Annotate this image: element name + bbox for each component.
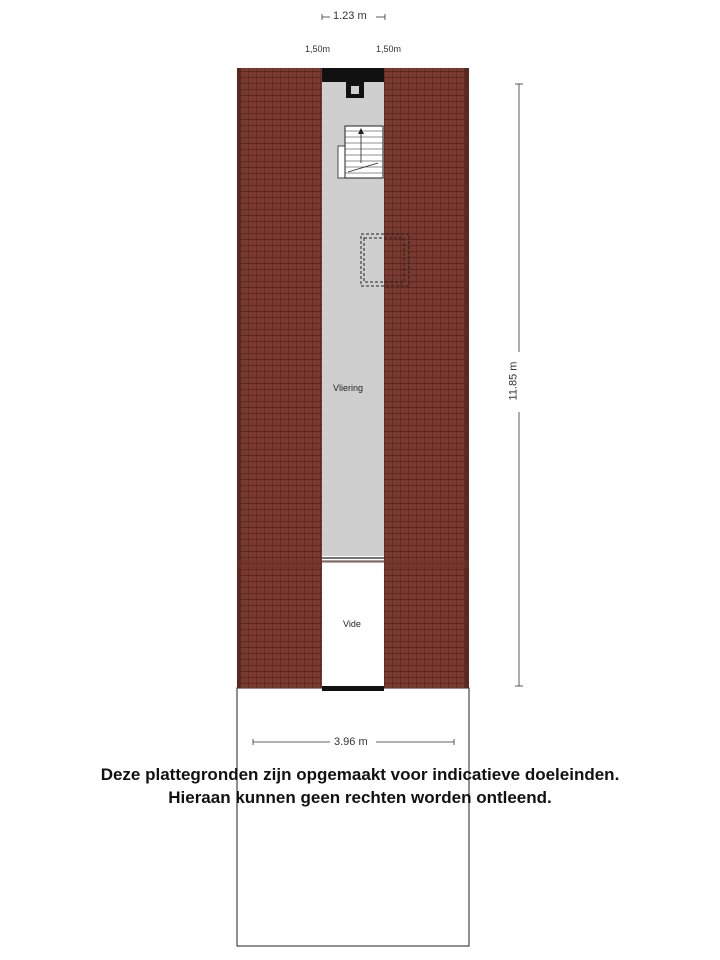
- top-wall: [322, 68, 384, 82]
- bottom-wall: [322, 686, 384, 691]
- lower-floor-outline: [237, 688, 469, 946]
- disclaimer-line-1: Deze plattegronden zijn opgemaakt voor indicatieve doeleinden.: [100, 765, 620, 784]
- staircase: [338, 126, 383, 178]
- dimension-right-segment: 1,50m: [376, 44, 402, 54]
- dimension-left-segment: 1,50m: [305, 44, 331, 54]
- dimension-top-width: 1.23 m: [333, 10, 367, 22]
- roof-right: [384, 68, 469, 688]
- dimension-height: 11.85 m: [507, 361, 520, 401]
- chimney-inner: [351, 86, 359, 94]
- roof-edge-left: [237, 68, 241, 688]
- roof-edge-right: [465, 68, 469, 688]
- room-label-vide: Vide: [343, 619, 361, 629]
- roof-left: [237, 68, 322, 688]
- dimension-bottom-width: 3.96 m: [334, 736, 368, 748]
- disclaimer-line-2: Hieraan kunnen geen rechten worden ontleend.: [168, 788, 552, 807]
- room-label-vliering: Vliering: [333, 383, 364, 393]
